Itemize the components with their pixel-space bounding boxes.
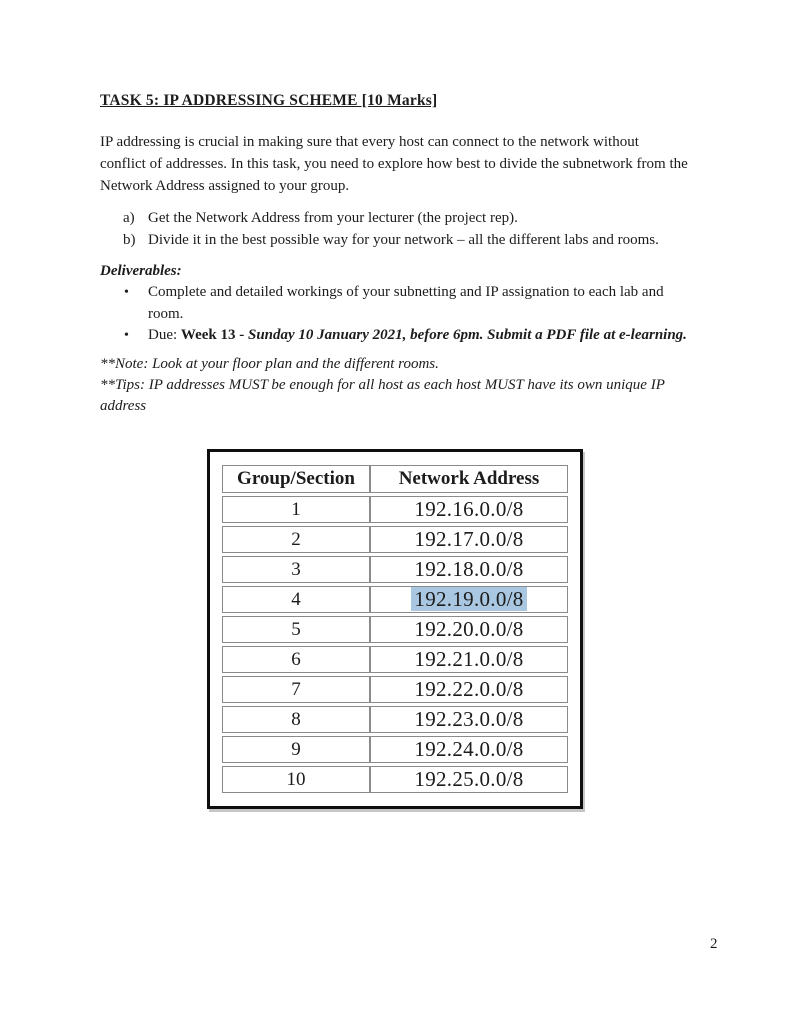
table-row bbox=[222, 496, 568, 523]
intro-paragraph: IP addressing is crucial in making sure that every host can connect to the network without conflict of addresses. In this task, you need to explore how best to divide the subnetwork from the Network Address assigned to your group. bbox=[100, 134, 688, 194]
due-prefix: Due: bbox=[148, 327, 181, 343]
deliverable-item-due bbox=[100, 325, 692, 347]
group-cell: 4 bbox=[222, 586, 370, 613]
notes-section bbox=[100, 354, 692, 417]
step-text: Get the Network Address from your lecturer (the project rep). bbox=[148, 210, 518, 226]
table-row bbox=[222, 526, 568, 553]
note-line: **Note: Look at your floor plan and the different rooms. bbox=[100, 355, 439, 372]
step-marker: b) bbox=[123, 231, 136, 248]
table-row bbox=[222, 736, 568, 763]
network-address-table bbox=[222, 462, 568, 796]
table-row bbox=[222, 646, 568, 673]
table-row bbox=[222, 706, 568, 733]
table-row bbox=[222, 586, 568, 613]
tips-line: **Tips: IP addresses MUST be enough for all host as each host MUST have its own unique IP address bbox=[100, 376, 665, 414]
due-week: Week 13 - bbox=[180, 327, 248, 343]
address-cell: 192.20.0.0/8 bbox=[370, 616, 568, 643]
address-cell: 192.22.0.0/8 bbox=[370, 676, 568, 703]
network-address-header: Network Address bbox=[370, 465, 568, 493]
deliverable-item bbox=[100, 282, 692, 325]
step-marker: a) bbox=[123, 210, 135, 226]
bullet-icon: • bbox=[124, 285, 129, 300]
group-cell: 6 bbox=[222, 646, 370, 673]
address-cell: 192.17.0.0/8 bbox=[370, 526, 568, 553]
group-cell: 9 bbox=[222, 736, 370, 763]
steps-list bbox=[100, 208, 692, 251]
table-header-row bbox=[222, 465, 568, 493]
group-cell: 8 bbox=[222, 706, 370, 733]
deliverable-text: Complete and detailed workings of your subnetting and IP assignation to each lab and room. bbox=[148, 284, 664, 322]
address-cell: 192.25.0.0/8 bbox=[370, 766, 568, 793]
address-cell: 192.16.0.0/8 bbox=[370, 496, 568, 523]
address-cell bbox=[370, 586, 568, 613]
address-cell: 192.18.0.0/8 bbox=[370, 556, 568, 583]
step-item-a bbox=[100, 208, 692, 230]
step-text: Divide it in the best possible way for your network – all the different labs and rooms. bbox=[148, 231, 659, 248]
address-table-body bbox=[222, 496, 568, 793]
group-cell: 1 bbox=[222, 496, 370, 523]
page-content bbox=[100, 92, 692, 417]
task-heading: TASK 5: IP ADDRESSING SCHEME [10 Marks] bbox=[100, 92, 438, 109]
address-cell: 192.24.0.0/8 bbox=[370, 736, 568, 763]
deliverables-heading: Deliverables: bbox=[100, 263, 182, 279]
table-row bbox=[222, 556, 568, 583]
deliverable-due-text bbox=[148, 325, 690, 347]
page-number: 2 bbox=[710, 936, 718, 952]
address-cell: 192.23.0.0/8 bbox=[370, 706, 568, 733]
address-cell: 192.21.0.0/8 bbox=[370, 646, 568, 673]
due-details: Sunday 10 January 2021, before 6pm. Submit a PDF file at e-learning. bbox=[248, 327, 687, 343]
table-row bbox=[222, 616, 568, 643]
deliverables-list bbox=[100, 282, 692, 347]
group-cell: 7 bbox=[222, 676, 370, 703]
step-item-b bbox=[100, 230, 692, 252]
highlighted-address: 192.19.0.0/8 bbox=[411, 587, 526, 611]
table-row bbox=[222, 766, 568, 793]
table-row bbox=[222, 676, 568, 703]
group-section-header: Group/Section bbox=[222, 465, 370, 493]
group-cell: 10 bbox=[222, 766, 370, 793]
group-cell: 2 bbox=[222, 526, 370, 553]
group-cell: 5 bbox=[222, 616, 370, 643]
network-address-table-frame bbox=[207, 449, 583, 809]
bullet-icon: • bbox=[124, 328, 129, 343]
table-header bbox=[222, 465, 568, 493]
group-cell: 3 bbox=[222, 556, 370, 583]
